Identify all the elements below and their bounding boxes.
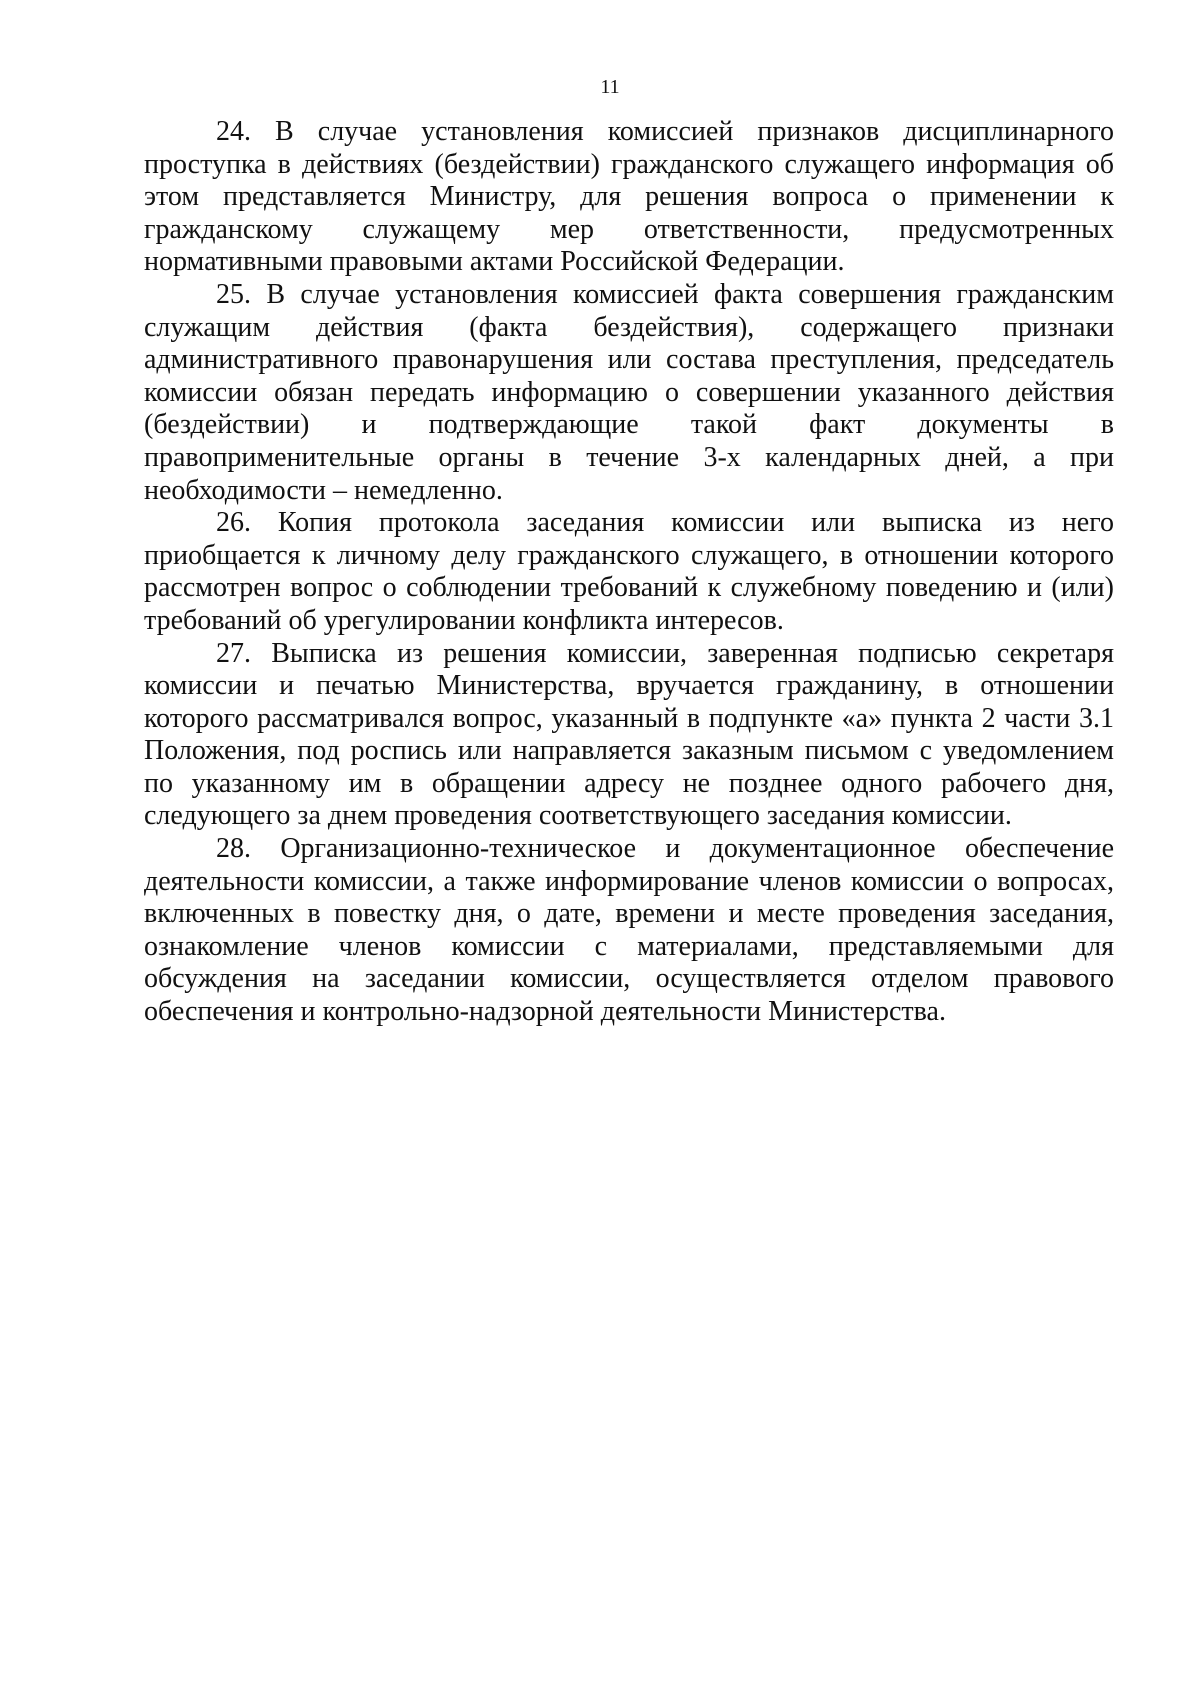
paragraph-26: 26. Копия протокола заседания комиссии или выписка из него приобщается к личному делу гражданского служащего, в отношении которого рассмотрен вопрос о соблюдении требований к служебному поведению и (или) требований об урегулировании конфликта интересов.: [144, 507, 1114, 636]
paragraph-27: 27. Выписка из решения комиссии, заверенная подписью секретаря комиссии и печатью Министерства, вручается гражданину, в отношении которого рассматривался вопрос, указанный в подпункте «а» пункта 2 части 3.1 Положения, под роспись или направляется заказным письмом с уведомлением по указанному им в обращении адресу не позднее одного рабочего дня, следующего за днем проведения соответствующего заседания комиссии.: [144, 637, 1114, 832]
page-number: 11: [600, 76, 620, 98]
paragraph-24: 24. В случае установления комиссией признаков дисциплинарного проступка в действиях (бездействии) гражданского служащего информация об этом представляется Министру, для решения вопроса о применении к гражданскому служащему мер ответственности, предусмотренных нормативными правовыми актами Российской Федерации.: [144, 116, 1114, 278]
paragraph-28: 28. Организационно-техническое и документационное обеспечение деятельности комиссии, а также информирование членов комиссии о вопросах, включенных в повестку дня, о дате, времени и месте проведения заседания, ознакомление членов комиссии с материалами, представляемыми для обсуждения на заседании комиссии, осуществляется отделом правового обеспечения и контрольно-надзорной деятельности Министерства.: [144, 833, 1114, 1028]
paragraph-25: 25. В случае установления комиссией факта совершения гражданским служащим действия (факта бездействия), содержащего признаки административного правонарушения или состава преступления, председатель комиссии обязан передать информацию о совершении указанного действия (бездействии) и подтверждающие такой факт документы в правоприменительные органы в течение 3-х календарных дней, а при необходимости – немедленно.: [144, 278, 1114, 506]
document-body: [144, 116, 1114, 1029]
